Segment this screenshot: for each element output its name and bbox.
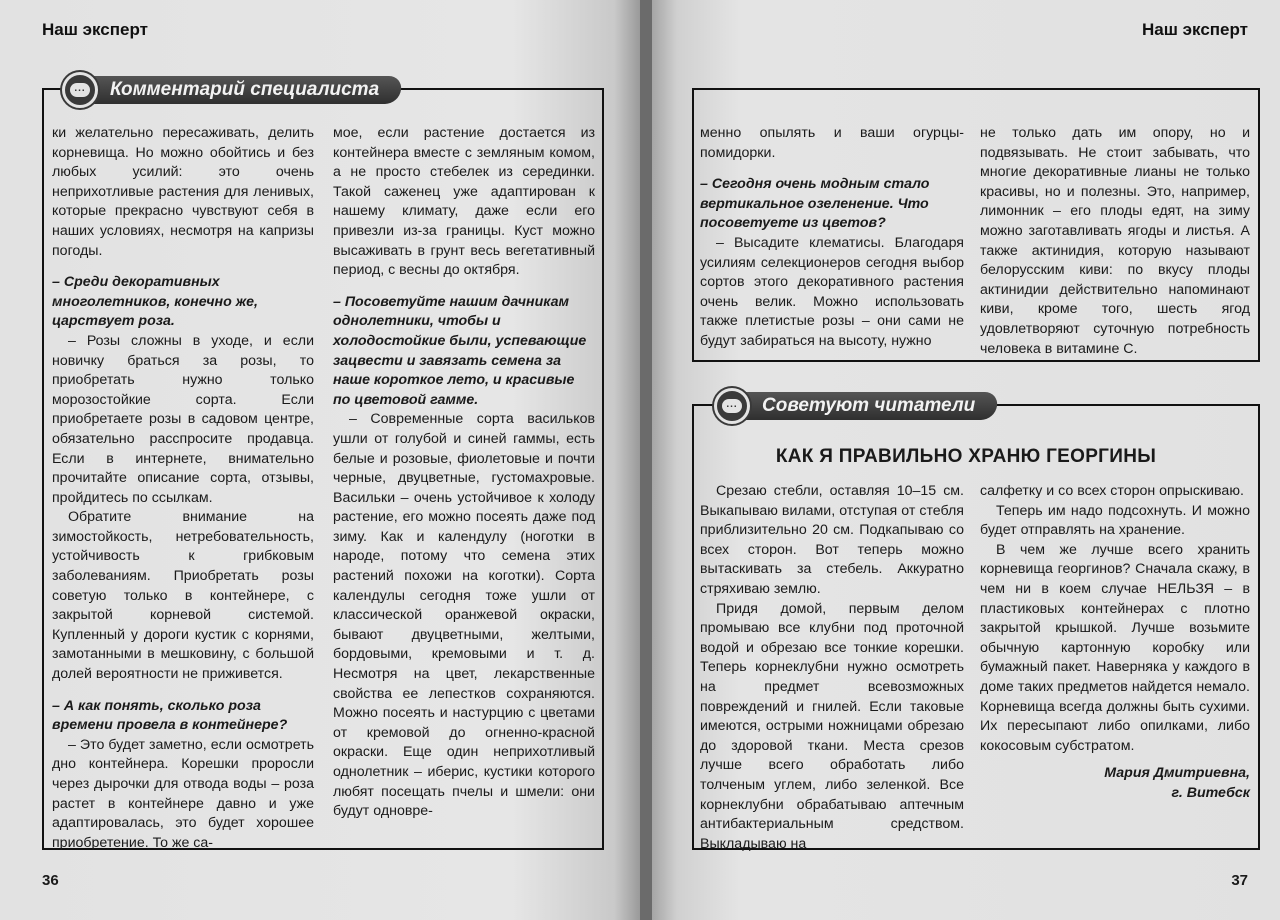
right-top-column-1 <box>700 124 964 352</box>
paragraph: Придя домой, первым делом промываю все клубни под проточной водой и обрезаю все тонкие корешки. Теперь корнеклубни нужно осмотреть на предмет всевозможных повреждений и гнилей. Если таковые имеются, острыми ножницами обрезаю до здоровой ткани. Места срезов лучше всего обработать либо толченым углем, либо зеленкой. Все корнеклубни обрабатываю аптечным антибактериальным средством. Выкладываю на <box>700 600 964 852</box>
paragraph: ки желательно пересаживать, делить корневища. Но можно обойтись и без любых усилий: это очень неприхотливые растения для ленивых, которые прекрасно чувствуют себя в наших условиях, несмотря на капризы погоды. <box>52 125 314 259</box>
readers-advice-title: Советуют читатели <box>740 392 999 420</box>
paragraph: Обратите внимание на зимостойкость, нетребовательность, устойчивость к грибковым заболеваниям. Приобретать розы советую только в контейнере, с закрытой корневой системой. Купленный у дороги кустик с корнями, замотанными в мешковину, с большой долей вероятности не приживется. <box>52 509 314 683</box>
paragraph: – Высадите клематисы. Благодаря усилиям селекционеров сегодня выбор сортов этого декоративного растения очень велик. Можно использовать также плетистые розы – они сами не будут забираться на высоту, нужно <box>700 234 964 349</box>
interview-question: – Посоветуйте нашим дачникам однолетники, чтобы и холодостойкие были, успевающие зацвести и завязать семена за наше короткое лето, и красивые по цветовой гамме. <box>333 293 587 408</box>
left-column-1 <box>52 124 314 853</box>
right-bottom-column-1 <box>700 482 964 854</box>
paragraph: менно опылять и ваши огурцы-помидорки. <box>700 125 964 161</box>
right-top-column-2 <box>980 124 1250 359</box>
book-gutter <box>640 0 652 920</box>
paragraph: салфетку и со всех сторон опрыскиваю. <box>980 483 1244 499</box>
page-number-right: 37 <box>1231 872 1248 889</box>
speech-bubble-icon: ... <box>714 388 750 424</box>
interview-question: – Среди декоративных многолетников, конечно же, царствует роза. <box>52 274 258 330</box>
left-page-header: Наш эксперт <box>42 20 148 39</box>
paragraph: Теперь им надо подсохнуть. И можно будет отправлять на хранение. <box>980 502 1250 539</box>
paragraph: – Это будет заметно, если осмотреть дно контейнера. Корешки проросли через дырочки для отвода воды – роза растет в контейнере давно и уже адаптировалась, это будет хорошее приобретение. То же са- <box>52 736 314 851</box>
right-bottom-column-2 <box>980 482 1250 804</box>
expert-comment-banner <box>62 72 401 108</box>
signature-name: Мария Дмитриевна, <box>1104 765 1250 782</box>
signature-city: г. Витебск <box>1171 784 1250 801</box>
speech-bubble-icon: ... <box>62 72 98 108</box>
paragraph: Срезаю стебли, оставляя 10–15 см. Выкапываю вилами, отступая от стебля приблизительно 20 см. Подкапываю со всех сторон. Вот теперь можно вытаскивать за стебель. Аккуратно стряхиваю землю. <box>700 483 964 597</box>
paragraph: – Современные сорта васильков ушли от голубой и синей гаммы, есть белые и розовые, фиолетовые и почти черные, двуцветные, густомахровые. Васильки – очень устойчивое к холоду растение, его можно посеять даже под зиму. Как и календулу (ноготки в народе, потому что семена этих растений похожи на коготки). Сорта календулы сегодня тоже ушли от классической оранжевой окраски, бывают двуцветными, желтыми, бордовыми, кремовыми и т. д. Несмотря на цвет, лекарственные свойства ее лепестков сохраняются. Можно посеять и настурцию с цветами от кремовой до огненно-красной окраски. Еще один неприхотливый однолетник – иберис, кустики которого любят посещать пчелы и шмели: они будут одновре- <box>333 411 595 820</box>
paragraph: – Розы сложны в уходе, и если новичку браться за розы, то приобретать нужно только морозостойкие сорта. Если приобретаете розы в садовом центре, обязательно расспросите продавца. Если в интернете, внимательно прочитайте описание сорта, отзывы, пройдитесь по ссылкам. <box>52 332 314 506</box>
readers-advice-banner <box>714 388 997 424</box>
paragraph: не только дать им опору, но и подвязывать. Не стоит забывать, что многие декоративные лианы не только красивы, но и полезны. Это, например, лимонник – его плоды едят, на зиму можно заготавливать ягоды и листья. А также актинидия, которую называют белорусским киви: по вкусу плоды актинидии действительно напоминают киви, кроме того, шесть ягод удовлетворяют суточную потребность человека в витамине С. <box>980 125 1250 357</box>
right-bottom-column-2-text <box>980 482 1250 756</box>
interview-question: – Сегодня очень модным стало вертикальное озеленение. Что посоветуете из цветов? <box>700 176 930 232</box>
article-headline: КАК Я ПРАВИЛЬНО ХРАНЮ ГЕОРГИНЫ <box>775 446 1157 467</box>
interview-question: – А как понять, сколько роза времени провела в контейнере? <box>52 697 288 734</box>
paragraph: В чем же лучше всего хранить корневища георгинов? Сначала скажу, в чем ни в коем случае НЕЛЬЗЯ – в пластиковых контейнерах с плотно закрытой крышкой. Лучше возьмите обычную картонную коробку или бумажный пакет. Наверняка у каждого в доме таких предметов найдется немало. Корневища всегда должны быть сухими. Их пересыпают либо опилками, либо кокосовым субстратом. <box>980 541 1250 754</box>
right-page <box>652 0 1280 920</box>
right-page-header: Наш эксперт <box>1142 20 1248 39</box>
left-column-2 <box>333 124 595 822</box>
page-number-left: 36 <box>42 872 59 889</box>
paragraph: мое, если растение достается из контейнера вместе с земляным комом, а не просто стебелек из серединки. Такой саженец уже адаптирован к нашему климату, даже если его привезли из-за границы. Куст можно высаживать в грунт весь вегетативный период, с весны до октября. <box>333 125 595 279</box>
expert-comment-title: Комментарий специалиста <box>88 76 403 104</box>
